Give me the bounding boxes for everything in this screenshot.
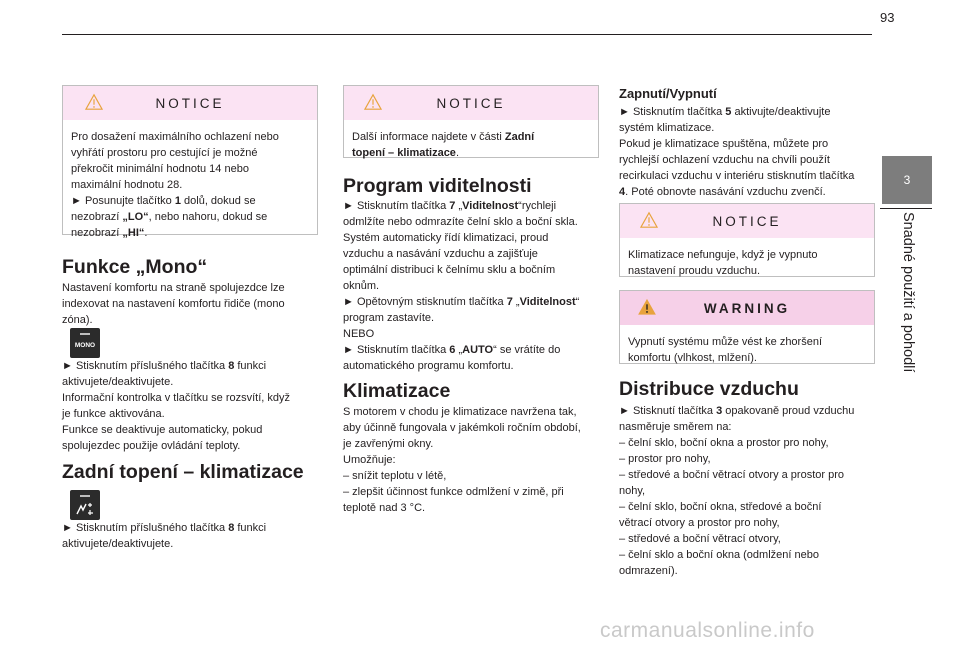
text-line: odmlžíte nebo odmrazíte čelní sklo a boční skla. <box>343 216 578 228</box>
text-line: Nastavení komfortu na straně spolujezdce lze <box>62 282 285 294</box>
notice-title: NOTICE <box>155 95 225 111</box>
notice-header <box>620 204 874 238</box>
text-line: – středové a boční větrací otvory a prostor pro <box>619 469 845 481</box>
page-number: 93 <box>880 10 895 25</box>
mono-body <box>62 358 324 454</box>
text-line: nezobrazí „HI“. <box>71 227 148 239</box>
text-line: ► Stisknutím příslušného tlačítka 8 funkci <box>62 522 267 534</box>
text-line: indexovat na nastavení komfortu řidiče (mono <box>62 298 285 310</box>
notice-header <box>344 86 598 120</box>
text-line: zóna). <box>62 314 93 326</box>
rear-fan-icon <box>75 502 95 516</box>
text-line: Pokud je klimatizace spuštěna, můžete pro <box>619 138 829 150</box>
warning-triangle-icon <box>638 298 656 316</box>
notice-box-airflow <box>619 203 875 277</box>
text-line: vzduchu a nasávání vzduchu a zajišťuje <box>343 248 538 260</box>
ac-body <box>343 404 605 516</box>
chapter-tab[interactable] <box>882 156 932 204</box>
heading-air-conditioning: Klimatizace <box>343 380 451 402</box>
notice-title: NOTICE <box>712 213 782 229</box>
text-line: topení – klimatizace. <box>352 147 459 159</box>
text-line: aktivujete/deaktivujete. <box>62 538 174 550</box>
text-line: vyhřátí prostoru pro cestující je možné <box>71 147 258 159</box>
text-line: komfortu (vlhkost, mlžení). <box>628 352 757 364</box>
heading-mono: Funkce „Mono“ <box>62 256 208 278</box>
text-line: ► Stisknutím tlačítka 5 aktivujte/deaktivujte <box>619 106 831 118</box>
text-line: ► Stisknutím tlačítka 7 „Viditelnost“rychleji <box>343 200 557 212</box>
text-line: teplotě nad 3 °C. <box>343 502 426 514</box>
text-line: aby účinně fungovala v jakémkoli ročním období, <box>343 422 581 434</box>
text-line: systém klimatizace. <box>619 122 715 134</box>
text-line: 4. Poté obnovte nasávání vzduchu zvenčí. <box>619 186 826 198</box>
text-line: Systém automaticky řídí klimatizaci, proud <box>343 232 549 244</box>
text-line: – čelní sklo, boční okna a prostor pro nohy, <box>619 437 829 449</box>
text-line: je funkce aktivována. <box>62 408 165 420</box>
text-line: aktivujete/deaktivujete. <box>62 376 174 388</box>
text-line: nezobrazí „LO“, nebo nahoru, dokud se <box>71 211 268 223</box>
text-line: větrací otvory a prostor pro nohy, <box>619 517 780 529</box>
notice-box-rear-info <box>343 85 599 158</box>
chapter-title: Snadné použití a pohodlí <box>900 212 916 373</box>
text-line: Informační kontrolka v tlačítku se rozsvítí, když <box>62 392 291 404</box>
text-line: – snížit teplotu v létě, <box>343 470 447 482</box>
header-rule <box>62 34 872 35</box>
watermark: carmanualsonline.info <box>600 619 815 642</box>
text-line: ► Opětovným stisknutím tlačítka 7 „Viditelnost“ <box>343 296 580 308</box>
warning-title: WARNING <box>703 300 791 316</box>
onoff-body <box>619 104 881 200</box>
text-line: ► Stisknutím tlačítka 6 „AUTO“ se vrátíte do <box>343 344 561 356</box>
heading-on-off: Zapnutí/Vypnutí <box>619 86 717 101</box>
warning-triangle-icon <box>364 93 382 111</box>
text-line: automatického programu komfortu. <box>343 360 514 372</box>
text-line: NEBO <box>343 328 375 340</box>
rear-body <box>62 520 324 552</box>
notice-text <box>620 238 874 287</box>
text-line: rychlejší ochlazení vzduchu na chvíli použít <box>619 154 830 166</box>
text-line: Další informace najdete v části Zadní <box>352 131 535 143</box>
mono-intro <box>62 280 324 328</box>
text-line: – čelní sklo a boční okna (odmlžení nebo <box>619 549 819 561</box>
notice-title: NOTICE <box>436 95 506 111</box>
text-line: ► Stisknutím příslušného tlačítka 8 funkci <box>62 360 267 372</box>
rear-ac-button-icon <box>70 490 100 520</box>
text-line: oknům. <box>343 280 380 292</box>
notice-box-cooling <box>62 85 318 239</box>
mono-button-icon <box>70 328 100 358</box>
text-line: Funkce se deaktivuje automaticky, pokud <box>62 424 263 436</box>
heading-air-distribution: Distribuce vzduchu <box>619 378 799 400</box>
visibility-body <box>343 198 605 374</box>
text-line: – prostor pro nohy, <box>619 453 711 465</box>
text-line: překročit minimální hodnotu 14 nebo <box>71 163 249 175</box>
text-line: nasměruje směrem na: <box>619 421 732 433</box>
heading-visibility: Program viditelnosti <box>343 175 532 197</box>
notice-text <box>63 120 317 249</box>
text-line: spolujezdec použije ovládání teploty. <box>62 440 241 452</box>
text-line: nohy, <box>619 485 646 497</box>
warning-text <box>620 325 874 374</box>
text-line: optimální distribuci k čelnímu sklu a bočním <box>343 264 556 276</box>
distribution-body <box>619 403 881 579</box>
text-line: Umožňuje: <box>343 454 396 466</box>
warning-header <box>620 291 874 325</box>
text-line: nastavení proudu vzduchu. <box>628 265 761 277</box>
heading-rear-heating: Zadní topení – klimatizace <box>62 461 304 483</box>
mono-icon-label: MONO <box>74 342 96 349</box>
text-line: – čelní sklo, boční okna, středové a boční <box>619 501 822 513</box>
warning-triangle-icon <box>640 211 658 229</box>
text-line: Klimatizace nefunguje, když je vypnuto <box>628 249 818 261</box>
notice-header <box>63 86 317 120</box>
text-line: S motorem v chodu je klimatizace navržena tak, <box>343 406 577 418</box>
text-line: je zavřenými okny. <box>343 438 434 450</box>
text-line: Vypnutí systému může vést ke zhoršení <box>628 336 823 348</box>
text-line: ► Posunujte tlačítko 1 dolů, dokud se <box>71 195 256 207</box>
text-line: program zastavíte. <box>343 312 435 324</box>
text-line: ► Stisknutí tlačítka 3 opakovaně proud vzduchu <box>619 405 855 417</box>
text-line: maximální hodnotu 28. <box>71 179 183 191</box>
text-line: recirkulaci vzduchu v interiéru stisknutím tlačítka <box>619 170 855 182</box>
text-line: – zlepšit účinnost funkce odmlžení v zimě, při <box>343 486 564 498</box>
warning-triangle-icon <box>85 93 103 111</box>
text-line: odmrazení). <box>619 565 678 577</box>
text-line: Pro dosažení maximálního ochlazení nebo <box>71 131 279 143</box>
text-line: – středové a boční větrací otvory, <box>619 533 781 545</box>
warning-box <box>619 290 875 364</box>
chapter-number: 3 <box>903 173 911 187</box>
notice-text <box>344 120 598 169</box>
chapter-rule <box>880 208 932 209</box>
